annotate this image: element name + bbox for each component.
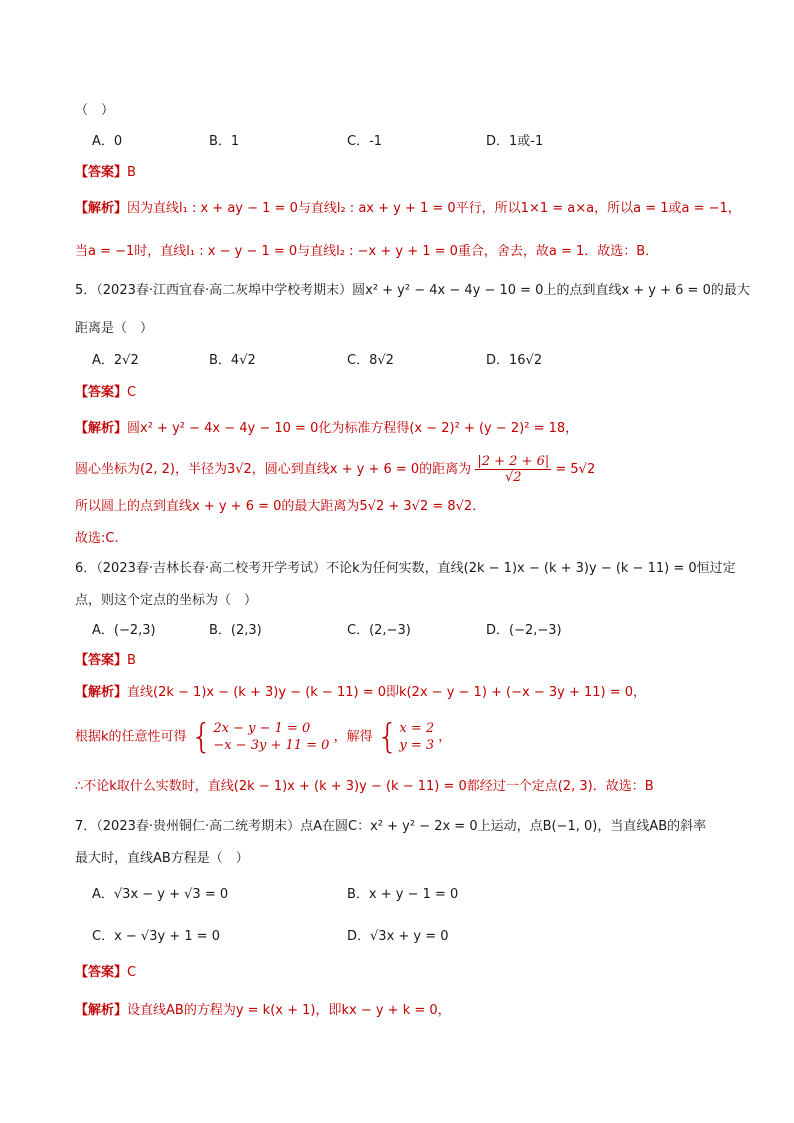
distance-fraction (475, 454, 551, 485)
q7-option-b: B．x + y − 1 = 0 (347, 887, 459, 902)
q6-option-a: A．(−2,3) (92, 623, 156, 638)
system-row: x = 2 (399, 721, 435, 736)
equation-system-1 (190, 717, 330, 757)
q4-option-c: C．-1 (347, 134, 383, 149)
answer-tag: 【答案】 (75, 965, 128, 980)
q7-analysis-line-1 (75, 1002, 451, 1020)
q4-bracket: （ ） (75, 103, 115, 118)
q6-option-d: D．(−2,−3) (486, 623, 562, 638)
q7-option-c: C．x − √3y + 1 = 0 (92, 929, 221, 944)
q5-analysis-line-4: 故选:C. (75, 531, 119, 546)
q6-stem-line-1: 6．（2023春·吉林长春·高二校考开学考试）不论k为任何实数，直线(2k − 1)x − (k + 3)y − (k − 11) = 0恒过定 (75, 561, 736, 576)
q4-option-d: D．1或-1 (486, 134, 544, 149)
q5-analysis-line-3: 所以圆上的点到直线x + y + 6 = 0的最大距离为5√2 + 3√2 = 8√2． (75, 499, 486, 514)
q6-stem-line-2: 点，则这个定点的坐标为（ ） (75, 593, 258, 608)
q4-analysis-line-2: 当a = −1时，直线l₁ : x − y − 1 = 0与直线l₂ : −x + y + 1 = 0重合，舍去，故a = 1．故选：B． (75, 244, 659, 259)
q4-analysis-line-1 (75, 200, 741, 218)
analysis-tag: 【解析】 (75, 685, 128, 700)
equation-system-2 (376, 717, 435, 757)
q7-stem-line-2: 最大时，直线AB方程是（ ） (75, 851, 249, 866)
q5-option-b: B．4√2 (209, 353, 256, 368)
analysis-text: 圆x² + y² − 4x − 4y − 10 = 0化为标准方程得(x − 2)² + (y − 2)² = 18， (127, 421, 579, 436)
q5-answer (75, 384, 136, 402)
analysis-text-mid: ，解得 (333, 729, 373, 745)
system-row: y = 3 (399, 738, 435, 753)
q5-stem-line-2: 距离是（ ） (75, 321, 154, 336)
analysis-text: 设直线AB的方程为y = k(x + 1)，即kx − y + k = 0， (127, 1003, 451, 1018)
q4-option-a: A．0 (92, 134, 123, 149)
q5-option-a: A．2√2 (92, 353, 139, 368)
q5-analysis-line-1 (75, 420, 578, 438)
q7-answer (75, 964, 136, 982)
q6-analysis-line-1 (75, 684, 646, 702)
fraction-denominator: √2 (504, 470, 522, 485)
q6-analysis-line-2 (75, 717, 452, 757)
q7-option-a: A．√3x − y + √3 = 0 (92, 887, 229, 902)
q4-option-b: B．1 (209, 134, 240, 149)
analysis-tag: 【解析】 (75, 1003, 128, 1018)
q5-stem-line-1: 5．（2023春·江西宜春·高二灰埠中学校考期末）圆x² + y² − 4x − 4y − 10 = 0上的点到直线x + y + 6 = 0的最大 (75, 283, 750, 298)
brace-icon: { (376, 717, 399, 757)
q6-option-c: C．(2,−3) (347, 623, 411, 638)
answer-tag: 【答案】 (75, 385, 128, 400)
analysis-text-post: = 5√2 (555, 462, 596, 477)
answer-tag: 【答案】 (75, 165, 128, 180)
q5-option-c: C．8√2 (347, 353, 394, 368)
system-row: −x − 3y + 11 = 0 (213, 738, 330, 753)
q6-option-b: B．(2,3) (209, 623, 262, 638)
analysis-text-post: ， (438, 729, 452, 745)
q7-option-d: D．√3x + y = 0 (347, 929, 449, 944)
answer-value: C (127, 385, 137, 400)
fraction-numerator: |2 + 2 + 6| (477, 454, 550, 469)
q6-analysis-line-3: ∴不论k取什么实数时，直线(2k − 1)x + (k + 3)y − (k − 11) = 0都经过一个定点(2, 3)．故选：B (75, 779, 654, 794)
analysis-text: 因为直线l₁ : x + ay − 1 = 0与直线l₂ : ax + y + 1 = 0平行，所以1×1 = a×a，所以a = 1或a = −1， (127, 201, 741, 216)
analysis-tag: 【解析】 (75, 421, 128, 436)
q7-stem-line-1: 7．（2023春·贵州铜仁·高二统考期末）点A在圆C：x² + y² − 2x = 0上运动，点B(−1, 0)，当直线AB的斜率 (75, 819, 707, 834)
system-row: 2x − y − 1 = 0 (213, 721, 311, 736)
analysis-tag: 【解析】 (75, 201, 128, 216)
q4-answer (75, 164, 136, 182)
analysis-text: 直线(2k − 1)x − (k + 3)y − (k − 11) = 0即k(2x − y − 1) + (−x − 3y + 11) = 0， (127, 685, 647, 700)
q5-analysis-line-2 (75, 454, 595, 485)
analysis-text-pre: 圆心坐标为(2, 2)，半径为3√2，圆心到直线x + y + 6 = 0的距离为 (75, 462, 472, 477)
answer-tag: 【答案】 (75, 653, 128, 668)
answer-value: B (127, 165, 136, 180)
q5-option-d: D．16√2 (486, 353, 543, 368)
analysis-text-pre: 根据k的任意性可得 (75, 729, 187, 745)
answer-value: C (127, 965, 137, 980)
answer-value: B (127, 653, 136, 668)
q6-answer (75, 652, 136, 670)
brace-icon: { (190, 717, 213, 757)
